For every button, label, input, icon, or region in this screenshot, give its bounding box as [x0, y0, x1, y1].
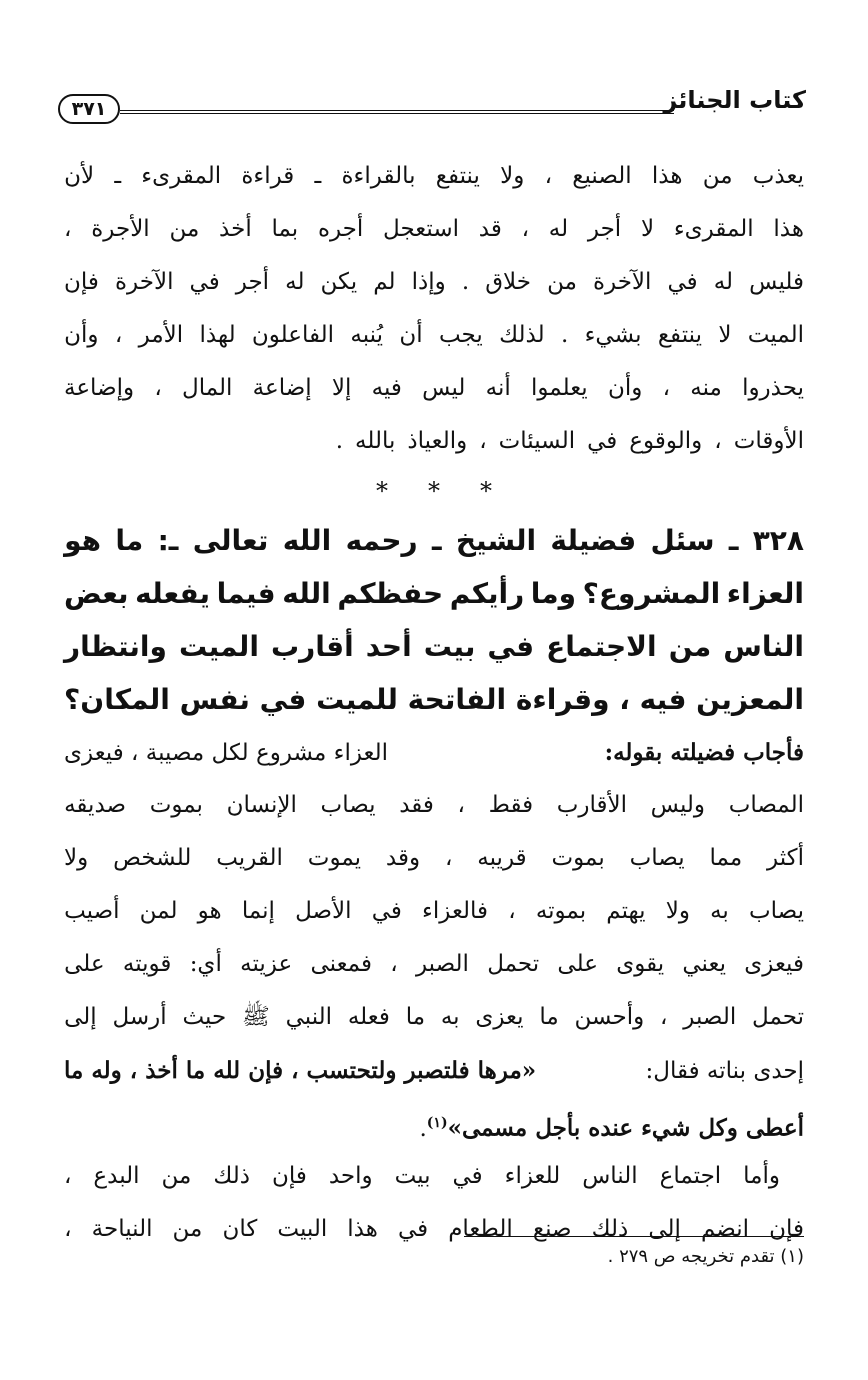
word: ينتفع — [657, 322, 702, 348]
word: يهتم — [606, 898, 646, 924]
text-line — [64, 256, 804, 309]
word: فعله — [347, 1004, 390, 1030]
word: السيئات — [498, 428, 576, 454]
word: وما — [530, 577, 577, 610]
word: يصاب — [629, 845, 685, 871]
word: أقارب — [270, 630, 354, 663]
word: فالعزاء — [422, 898, 489, 924]
word: وأما — [743, 1163, 780, 1189]
word: في — [371, 898, 402, 924]
text-line — [64, 779, 804, 832]
word: فيه — [639, 683, 687, 716]
word: الاجتماع — [546, 630, 657, 663]
word: المقرىء — [673, 216, 754, 242]
hadith-quote-end: أعطى وكل شيء عنده بأجل مسمى»$^{(١)}$ — [426, 1114, 804, 1142]
word: المصاب — [728, 792, 804, 818]
word: بموته — [535, 898, 587, 924]
word: العزاء — [726, 577, 804, 610]
word: . — [461, 269, 470, 295]
word: بما — [271, 216, 299, 242]
word: المال — [182, 375, 233, 401]
word: مما — [709, 845, 743, 871]
text-line — [64, 938, 804, 991]
paragraph-3 — [64, 1150, 804, 1256]
text-line — [64, 362, 804, 415]
word: أحد — [365, 630, 412, 663]
question-line — [64, 567, 804, 620]
word: تحمل — [487, 951, 540, 977]
word: ـ — [114, 163, 122, 189]
word: بشيء — [584, 322, 642, 348]
word: الناس — [723, 630, 804, 663]
word: ، — [444, 845, 453, 871]
word: فإن — [769, 1216, 804, 1242]
word: لأن — [64, 163, 95, 189]
word: قويته — [122, 951, 172, 977]
word: * — [428, 477, 440, 505]
quote-line — [64, 1044, 804, 1097]
section-separator — [64, 468, 804, 514]
word: بالله — [355, 428, 396, 454]
word: لذلك — [499, 322, 545, 348]
word: ، — [64, 216, 72, 242]
word: بيت — [423, 630, 476, 663]
chapter-title: كتاب الجنائز — [663, 86, 806, 114]
word: الصنيع — [572, 163, 632, 189]
word: في — [452, 1163, 483, 1189]
word: ولا — [665, 898, 690, 924]
word: خلاق — [485, 269, 531, 295]
word: أجر — [587, 216, 622, 242]
word: من — [668, 630, 712, 663]
word: فضيلة — [550, 524, 637, 557]
word: له — [713, 269, 734, 295]
word: البدع — [93, 1163, 140, 1189]
word: لمن — [139, 898, 178, 924]
word: ، — [508, 898, 516, 924]
question-line — [64, 673, 804, 726]
word: نفس — [179, 683, 250, 716]
word: الإنسان — [226, 792, 297, 818]
word: وقد — [385, 845, 421, 871]
word: فمعنى — [310, 951, 372, 977]
word: هو — [64, 524, 102, 557]
word: ولا — [500, 163, 525, 189]
word: ، — [154, 375, 162, 401]
word: أصيب — [64, 898, 120, 924]
word: يصاب — [748, 898, 804, 924]
word: الأقارب — [556, 792, 628, 818]
word: من — [702, 163, 733, 189]
word: ، — [521, 216, 530, 242]
hadith-quote: «مرها فلتصبر ولتحتسب ، فإن لله ما أخذ ، وله ما — [64, 1057, 537, 1084]
word: ما — [539, 1004, 559, 1030]
word: ، — [619, 683, 630, 716]
word: يعزى — [475, 1004, 524, 1030]
word: ، — [544, 163, 552, 189]
word: ، — [390, 951, 398, 977]
word: * — [376, 477, 388, 505]
word: فقد — [399, 792, 434, 818]
word: في — [259, 683, 307, 716]
word: فإن — [64, 269, 99, 295]
question-line — [64, 514, 804, 567]
word: ـ: — [157, 524, 179, 557]
word: ، — [64, 1216, 72, 1242]
word: الميت — [178, 630, 259, 663]
word: لم — [373, 269, 396, 295]
word: يُنبه — [350, 322, 384, 348]
word: ، — [457, 792, 465, 818]
text-line — [64, 150, 804, 203]
word: يحذروا — [742, 375, 804, 401]
word: وإضاعة — [64, 375, 135, 401]
word: النبي — [285, 1004, 333, 1030]
word: الآخرة — [115, 269, 174, 295]
end-mark: . — [419, 1115, 427, 1142]
header-rule — [120, 110, 674, 114]
word: عزيته — [240, 951, 293, 977]
word: الفاتحة — [407, 683, 507, 716]
word: بموت — [551, 845, 605, 871]
text-line — [64, 1150, 804, 1203]
word: أجر — [235, 269, 270, 295]
word: وأن — [64, 322, 99, 348]
word: أكثر — [767, 845, 804, 871]
word: يجب — [438, 322, 483, 348]
text-line — [64, 203, 804, 256]
word: قراءة — [241, 163, 295, 189]
word: ـ — [431, 524, 442, 557]
word: إضاعة — [252, 375, 312, 401]
word: بالقراءة — [341, 163, 416, 189]
word: وأحسن — [574, 1004, 645, 1030]
word: يقوى — [616, 951, 665, 977]
answer-block — [64, 726, 804, 1150]
word: له — [548, 216, 569, 242]
text-line — [64, 885, 804, 938]
word: للعزاء — [504, 1163, 561, 1189]
word: فإن — [271, 1163, 307, 1189]
word: البيت — [277, 1216, 328, 1242]
footnote-separator — [464, 1236, 804, 1237]
word: على — [64, 951, 105, 977]
paragraph-1 — [64, 150, 804, 468]
word: الفاعلون — [251, 322, 335, 348]
word: ـ — [314, 163, 322, 189]
text-line — [64, 415, 804, 468]
word: من — [161, 1163, 192, 1189]
word: يكن — [320, 269, 358, 295]
word: الصبر — [415, 951, 469, 977]
word: الله — [282, 524, 332, 557]
word: ، — [660, 1004, 668, 1030]
word: الميت — [747, 322, 804, 348]
word: يعذب — [752, 163, 804, 189]
word: الصبر — [683, 1004, 737, 1030]
word: الآخرة — [592, 269, 652, 295]
word: به — [710, 898, 729, 924]
word: هذا — [773, 216, 804, 242]
word: الأصل — [295, 898, 352, 924]
word: هذا — [347, 1216, 378, 1242]
word: لا — [718, 322, 732, 348]
word: أرسل — [112, 1004, 167, 1030]
word: ، — [114, 322, 123, 348]
word: المعزين — [696, 683, 804, 716]
word: إلى — [648, 1216, 681, 1242]
word: القريب — [216, 845, 283, 871]
word: النياحة — [91, 1216, 153, 1242]
word: ، — [714, 428, 722, 454]
answer-first-text: العزاء مشروع لكل مصيبة ، فيعزى — [64, 740, 389, 766]
word: رأيكم — [449, 577, 525, 610]
word: فيه — [371, 375, 402, 401]
page-body — [64, 150, 804, 1256]
word: استعجل — [383, 216, 460, 242]
word: أخذ — [219, 216, 252, 242]
word: تحمل — [752, 1004, 804, 1030]
word: ينتفع — [435, 163, 480, 189]
word: الله — [282, 577, 331, 610]
word: له — [285, 269, 305, 295]
word: من — [547, 269, 577, 295]
word: أي: — [189, 951, 222, 977]
text-line — [64, 309, 804, 362]
word: يموت — [307, 845, 362, 871]
word: الطعام — [448, 1216, 513, 1242]
word: وانتظار — [64, 630, 167, 663]
word: وأن — [607, 375, 643, 401]
word: ٣٢٨ — [752, 524, 804, 557]
word: المقرىء — [141, 163, 222, 189]
word: المشروع؟ — [582, 577, 721, 610]
word: فيما — [216, 577, 276, 610]
word: يفعله — [135, 577, 211, 610]
word: من — [172, 1216, 203, 1242]
word: ﷺ — [242, 1004, 270, 1030]
word: ما — [405, 1004, 426, 1030]
word: حفظكم — [337, 577, 444, 610]
quote-intro: إحدى بناته فقال: — [645, 1058, 804, 1084]
word: به — [440, 1004, 460, 1030]
word: صديقه — [64, 792, 127, 818]
word: . — [335, 428, 344, 454]
word: ـ — [728, 524, 739, 557]
word: ، — [64, 1163, 72, 1189]
word: صنع — [532, 1216, 572, 1242]
text-line — [64, 832, 804, 885]
word: المكان؟ — [64, 683, 170, 716]
word: والوقوع — [629, 428, 703, 454]
word: تعالى — [192, 524, 269, 557]
word: هذا — [651, 163, 683, 189]
word: قريبه — [477, 845, 527, 871]
page-number: ٣٧١ — [58, 94, 120, 124]
word: ذلك — [213, 1163, 250, 1189]
word: واحد — [328, 1163, 373, 1189]
word: الأمر — [138, 322, 184, 348]
word: أجره — [317, 216, 364, 242]
word: حيث — [182, 1004, 227, 1030]
word: في — [587, 428, 618, 454]
word: ليس — [422, 375, 466, 401]
text-line — [64, 991, 804, 1044]
word: ذلك — [591, 1216, 629, 1242]
footnote: (١) تقدم تخريجه ص ٢٧٩ . — [607, 1246, 804, 1267]
word: الشيخ — [455, 524, 537, 557]
word: في — [189, 269, 220, 295]
footnote-ref: (١) — [426, 1115, 448, 1131]
word: أنه — [485, 375, 511, 401]
question-block — [64, 514, 804, 726]
answer-lead: فأجاب فضيلته بقوله: — [604, 739, 804, 766]
word: انضم — [700, 1216, 750, 1242]
word: من — [169, 216, 200, 242]
word: ولا — [64, 845, 89, 871]
word: ما — [115, 524, 144, 557]
word: على — [557, 951, 598, 977]
word: رحمه — [345, 524, 418, 557]
word: سئل — [650, 524, 715, 557]
word: أن — [399, 322, 423, 348]
word: والعياذ — [407, 428, 468, 454]
word: بعض — [64, 577, 129, 610]
word: * — [480, 477, 492, 505]
word: وإذا — [411, 269, 446, 295]
word: للشخص — [113, 845, 192, 871]
word: هو — [197, 898, 222, 924]
word: ، — [662, 375, 670, 401]
word: يصاب — [320, 792, 376, 818]
word: منه — [690, 375, 722, 401]
word: يعلموا — [531, 375, 588, 401]
word: . — [560, 322, 569, 348]
word: بموت — [149, 792, 203, 818]
word: فقط — [488, 792, 534, 818]
word: اجتماع — [659, 1163, 722, 1189]
word: في — [397, 1216, 429, 1242]
word: يعني — [682, 951, 726, 977]
running-header — [58, 76, 806, 126]
word: للميت — [316, 683, 398, 716]
word: إنما — [241, 898, 275, 924]
word: الأوقات — [733, 428, 804, 454]
quote-line — [64, 1097, 804, 1150]
word: وليس — [650, 792, 706, 818]
word: لهذا — [199, 322, 236, 348]
word: بيت — [394, 1163, 431, 1189]
word: فليس — [749, 269, 804, 295]
question-line — [64, 620, 804, 673]
word: في — [667, 269, 698, 295]
word: ، — [479, 428, 487, 454]
answer-first-line — [64, 726, 804, 779]
word: الأجرة — [91, 216, 150, 242]
word: لا — [640, 216, 655, 242]
word: وقراءة — [515, 683, 610, 716]
word: إلا — [331, 375, 352, 401]
word: في — [487, 630, 535, 663]
word: إلى — [64, 1004, 97, 1030]
word: الناس — [582, 1163, 638, 1189]
word: كان — [222, 1216, 258, 1242]
word: فيعزى — [744, 951, 804, 977]
word: قد — [478, 216, 502, 242]
